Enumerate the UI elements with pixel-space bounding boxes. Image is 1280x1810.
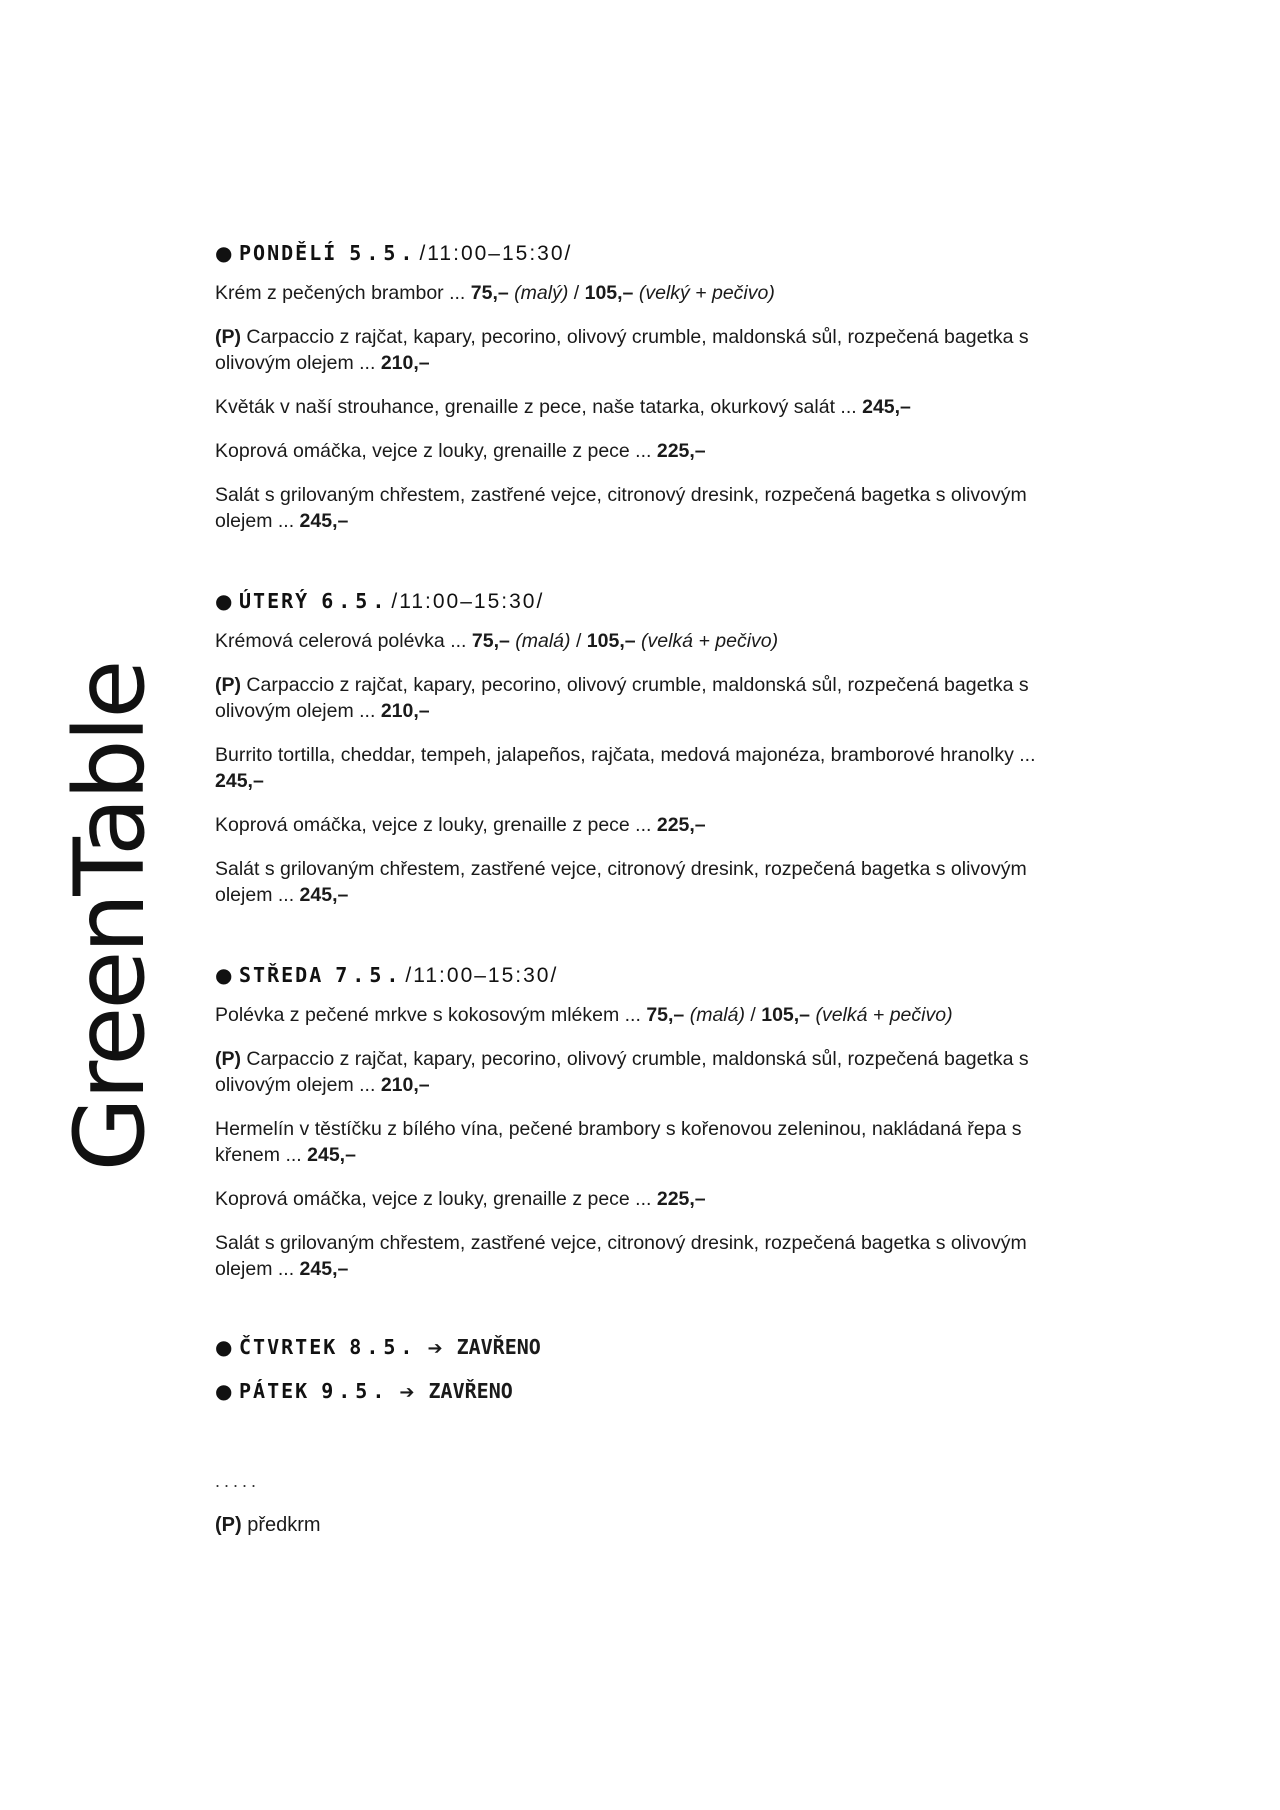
dish-item — [215, 438, 1075, 464]
day-section-tuesday — [215, 584, 1075, 908]
dish-price: 225,– — [656, 814, 706, 836]
dish-item — [215, 280, 1075, 306]
day-date: 6.5. — [321, 589, 390, 613]
dish-item — [215, 1046, 1075, 1098]
dish-description: Krémová celerová polévka ... — [215, 630, 467, 652]
day-date: 8.5. — [349, 1335, 418, 1359]
dish-price-large: 105,– — [584, 282, 634, 304]
arrow-right-icon: ➔ — [399, 1382, 415, 1403]
dish-price: 245,– — [215, 770, 264, 792]
day-name: STŘEDA — [239, 963, 324, 987]
bullet-icon: ● — [215, 589, 233, 613]
day-name: PÁTEK — [239, 1379, 310, 1403]
dish-description: Burrito tortilla, cheddar, tempeh, jalapeños, rajčata, medová majonéza, bramborové hranolky ... — [215, 744, 1036, 766]
dish-price: 75,– — [471, 630, 510, 652]
dish-description: Salát s grilovaným chřestem, zastřené vejce, citronový dresink, rozpečená bagetka s olivovým olejem ... — [215, 1232, 1027, 1280]
dish-description: Carpaccio z rajčat, kapary, pecorino, olivový crumble, maldonská sůl, rozpečená bagetka s olivovým olejem ... — [215, 326, 1029, 374]
dish-price-large: 105,– — [761, 1004, 811, 1026]
dish-description: Květák v naší strouhance, grenaille z pece, naše tatarka, okurkový salát ... — [215, 396, 857, 418]
closed-day-friday — [215, 1374, 1075, 1408]
menu-content — [215, 236, 1075, 1538]
dish-price: 245,– — [862, 396, 911, 418]
dish-price: 245,– — [299, 510, 349, 532]
price-separator: / — [573, 282, 580, 304]
dish-description: Koprová omáčka, vejce z louky, grenaille z pece ... — [215, 440, 652, 462]
dish-item — [215, 856, 1075, 908]
dish-description: Carpaccio z rajčat, kapary, pecorino, olivový crumble, maldonská sůl, rozpečená bagetka s olivovým olejem ... — [215, 674, 1029, 722]
dish-price: 75,– — [646, 1004, 685, 1026]
dish-price: 245,– — [307, 1144, 356, 1166]
dish-description: Krém z pečených brambor ... — [215, 282, 466, 304]
starter-marker: (P) — [215, 1048, 241, 1070]
dish-item — [215, 812, 1075, 838]
legend — [215, 1512, 1075, 1538]
day-name: ČTVRTEK — [239, 1335, 338, 1359]
dish-price: 225,– — [656, 1188, 706, 1210]
dish-description: Koprová omáčka, vejce z louky, grenaille z pece ... — [215, 814, 652, 836]
price-separator: / — [575, 630, 582, 652]
day-section-monday — [215, 236, 1075, 534]
dish-description: Carpaccio z rajčat, kapary, pecorino, olivový crumble, maldonská sůl, rozpečená bagetka s olivovým olejem ... — [215, 1048, 1029, 1096]
dish-item — [215, 628, 1075, 654]
closed-day-thursday — [215, 1330, 1075, 1364]
dish-price: 245,– — [299, 1258, 349, 1280]
closed-status: ZAVŘENO — [456, 1335, 541, 1359]
dish-item — [215, 1116, 1075, 1168]
dish-size-note-large: (velký + pečivo) — [638, 282, 775, 304]
brand-logo — [54, 662, 166, 1172]
dish-item — [215, 742, 1075, 794]
day-hours: /11:00–15:30/ — [391, 590, 545, 613]
dish-item — [215, 482, 1075, 534]
bullet-icon: ● — [215, 963, 233, 987]
dish-price: 210,– — [380, 1074, 430, 1096]
dish-price: 210,– — [380, 700, 430, 722]
closed-days — [215, 1330, 1075, 1408]
bullet-icon: ● — [215, 1335, 233, 1359]
day-name: ÚTERÝ — [239, 589, 310, 613]
day-hours: /11:00–15:30/ — [405, 964, 559, 987]
day-hours: /11:00–15:30/ — [419, 242, 573, 265]
dish-item — [215, 394, 1075, 420]
dish-size-note-large: (velká + pečivo) — [641, 630, 779, 652]
dish-price: 210,– — [380, 352, 430, 374]
dish-price: 225,– — [656, 440, 706, 462]
dish-description: Salát s grilovaným chřestem, zastřené vejce, citronový dresink, rozpečená bagetka s olivovým olejem ... — [215, 484, 1027, 532]
dish-item — [215, 672, 1075, 724]
dish-description: Polévka z pečené mrkve s kokosovým mlékem ... — [215, 1004, 641, 1026]
starter-marker: (P) — [215, 326, 241, 348]
dish-price-large: 105,– — [586, 630, 636, 652]
dish-size-note-large: (velká + pečivo) — [815, 1004, 953, 1026]
dish-size-note: (malý) — [514, 282, 569, 304]
price-separator: / — [750, 1004, 756, 1026]
dish-item — [215, 1002, 1075, 1028]
closed-status: ZAVŘENO — [428, 1379, 513, 1403]
starter-marker: (P) — [215, 674, 241, 696]
day-heading — [215, 958, 1075, 992]
day-name: PONDĚLÍ — [239, 241, 338, 265]
day-heading — [215, 236, 1075, 270]
dish-size-note: (malá) — [515, 630, 571, 652]
legend-marker: (P) — [215, 1514, 242, 1536]
arrow-right-icon: ➔ — [427, 1338, 443, 1359]
brand-wordmark: GreenTable — [54, 662, 166, 1172]
bullet-icon: ● — [215, 1379, 233, 1403]
day-heading — [215, 584, 1075, 618]
dish-description: Hermelín v těstíčku z bílého vína, pečené brambory s kořenovou zeleninou, nakládaná řepa s křenem ... — [215, 1118, 1022, 1166]
dish-price: 245,– — [299, 884, 349, 906]
dotted-separator: ..... — [215, 1471, 261, 1491]
dish-size-note: (malá) — [689, 1004, 745, 1026]
day-section-wednesday — [215, 958, 1075, 1282]
day-date: 9.5. — [321, 1379, 390, 1403]
dish-item — [215, 1230, 1075, 1282]
bullet-icon: ● — [215, 241, 233, 265]
dish-item — [215, 324, 1075, 376]
dish-description: Koprová omáčka, vejce z louky, grenaille z pece ... — [215, 1188, 652, 1210]
legend-text: předkrm — [247, 1514, 321, 1536]
dish-description: Salát s grilovaným chřestem, zastřené vejce, citronový dresink, rozpečená bagetka s olivovým olejem ... — [215, 858, 1027, 906]
day-date: 7.5. — [335, 963, 404, 987]
dish-item — [215, 1186, 1075, 1212]
day-date: 5.5. — [349, 241, 418, 265]
dish-price: 75,– — [470, 282, 509, 304]
